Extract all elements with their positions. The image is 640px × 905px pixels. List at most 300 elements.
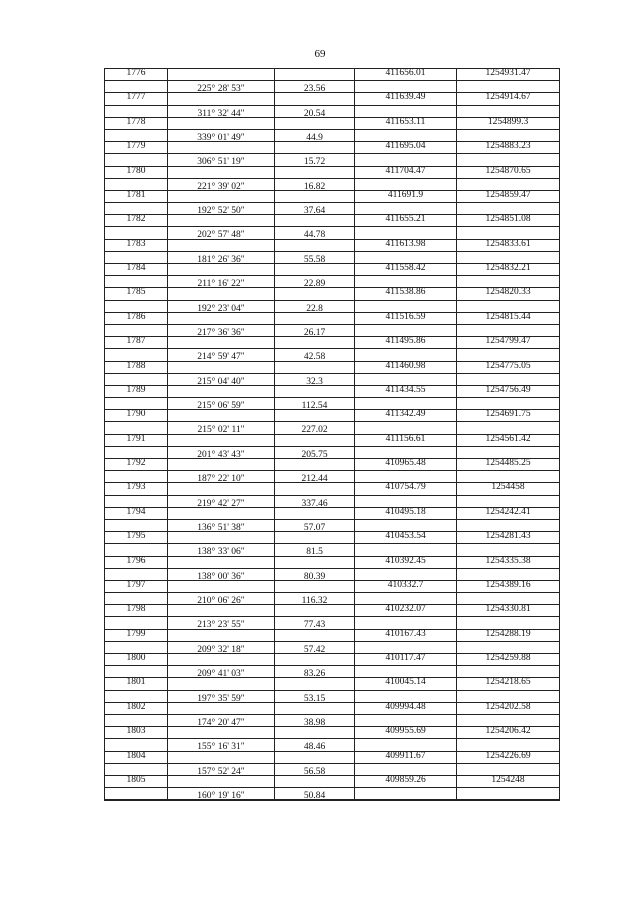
distance-cell: 50.84	[275, 788, 355, 799]
y-coordinate-cell: 1254883.23	[485, 142, 531, 152]
x-coordinate-cell	[355, 130, 457, 141]
point-number-cell: 1800	[105, 654, 168, 665]
distance-cell	[275, 93, 355, 104]
y-coordinate-cell	[457, 764, 559, 775]
distance-cell	[275, 313, 355, 324]
point-number-cell	[105, 520, 168, 531]
point-number-cell: 1790	[105, 410, 168, 421]
point-number-cell	[105, 154, 168, 165]
distance-cell: 48.46	[275, 739, 355, 750]
bearing-row	[105, 398, 559, 410]
y-coordinate-cell	[457, 593, 559, 604]
y-coordinate-cell: 1254775.05	[485, 361, 531, 371]
point-number-cell: 1785	[105, 288, 168, 299]
x-coordinate-cell: 411613.98	[355, 240, 457, 251]
distance-cell	[275, 654, 355, 665]
point-number-cell	[105, 666, 168, 677]
point-number-cell: 1782	[105, 215, 168, 226]
x-coordinate-cell	[355, 739, 457, 750]
y-coordinate-cell: 1254931.47	[485, 69, 531, 78]
bearing-cell: 219° 42' 27"	[168, 496, 275, 507]
bearing-cell	[168, 483, 275, 494]
y-coordinate-cell: 1254899.3	[487, 117, 529, 127]
distance-cell	[275, 703, 355, 714]
x-coordinate-cell	[355, 349, 457, 360]
distance-cell: 77.43	[275, 617, 355, 628]
bearing-cell: 138° 00' 36"	[168, 569, 275, 580]
point-number-cell: 1798	[105, 605, 168, 616]
point-number-cell: 1805	[105, 776, 168, 787]
bearing-row	[105, 203, 559, 215]
bearing-cell	[168, 215, 275, 226]
distance-cell: 26.17	[275, 325, 355, 336]
distance-cell	[275, 410, 355, 421]
bearing-cell: 209° 41' 03"	[168, 666, 275, 677]
x-coordinate-cell: 410392.45	[355, 557, 457, 568]
point-number-cell: 1792	[105, 459, 168, 470]
point-row	[105, 93, 559, 105]
x-coordinate-cell: 411156.61	[355, 435, 457, 446]
y-coordinate-cell: 1254458	[491, 483, 525, 493]
y-coordinate-cell	[457, 715, 559, 726]
point-row	[105, 240, 559, 252]
bearing-cell	[168, 337, 275, 348]
distance-cell: 37.64	[275, 203, 355, 214]
distance-cell: 116.32	[275, 593, 355, 604]
x-coordinate-cell: 409911.67	[355, 752, 457, 763]
bearing-cell: 214° 59' 47"	[168, 349, 275, 360]
y-coordinate-cell	[457, 349, 559, 360]
distance-cell	[275, 435, 355, 446]
distance-cell: 22.8	[275, 301, 355, 312]
bearing-cell: 211° 16' 22"	[168, 276, 275, 287]
distance-cell	[275, 337, 355, 348]
point-number-cell	[105, 276, 168, 287]
point-row	[105, 410, 559, 422]
distance-cell	[275, 678, 355, 689]
bearing-cell	[168, 654, 275, 665]
distance-cell	[275, 459, 355, 470]
distance-cell: 53.15	[275, 691, 355, 702]
x-coordinate-cell: 411434.55	[355, 386, 457, 397]
distance-cell: 55.58	[275, 252, 355, 263]
distance-cell: 57.07	[275, 520, 355, 531]
bearing-row	[105, 617, 559, 629]
distance-cell: 227.02	[275, 422, 355, 433]
bearing-cell: 201° 43' 43"	[168, 447, 275, 458]
y-coordinate-cell	[457, 398, 559, 409]
y-coordinate-cell	[457, 179, 559, 190]
bearing-cell	[168, 240, 275, 251]
x-coordinate-cell: 410232.07	[355, 605, 457, 616]
point-number-cell: 1793	[105, 483, 168, 494]
point-number-cell: 1779	[105, 142, 168, 153]
distance-cell: 337.46	[275, 496, 355, 507]
y-coordinate-cell: 1254335.38	[485, 556, 531, 566]
x-coordinate-cell: 409859.26	[355, 776, 457, 787]
point-number-cell	[105, 715, 168, 726]
x-coordinate-cell	[355, 81, 457, 92]
y-coordinate-cell	[457, 252, 559, 263]
x-coordinate-cell: 410332.7	[355, 581, 457, 592]
y-coordinate-cell: 1254859.47	[485, 190, 531, 200]
distance-cell: 22.89	[275, 276, 355, 287]
point-row	[105, 703, 559, 715]
x-coordinate-cell	[355, 715, 457, 726]
distance-cell	[275, 483, 355, 494]
x-coordinate-cell: 411656.01	[355, 69, 457, 80]
y-coordinate-cell	[457, 666, 559, 677]
distance-cell	[275, 386, 355, 397]
y-coordinate-cell: 1254226.69	[485, 751, 531, 761]
y-coordinate-cell	[457, 471, 559, 482]
x-coordinate-cell: 411516.59	[355, 313, 457, 324]
point-number-cell	[105, 203, 168, 214]
y-coordinate-cell	[457, 569, 559, 580]
distance-cell: 80.39	[275, 569, 355, 580]
point-number-cell: 1777	[105, 93, 168, 104]
y-coordinate-cell: 1254202.58	[485, 702, 531, 712]
point-row	[105, 288, 559, 300]
y-coordinate-cell	[457, 203, 559, 214]
point-row	[105, 435, 559, 447]
point-row	[105, 167, 559, 179]
bearing-cell: 138° 33' 06"	[168, 544, 275, 555]
point-number-cell	[105, 447, 168, 458]
y-coordinate-cell: 1254870.65	[485, 166, 531, 176]
bearing-row	[105, 739, 559, 751]
bearing-cell	[168, 557, 275, 568]
point-row	[105, 483, 559, 495]
point-row	[105, 118, 559, 130]
bearing-cell	[168, 191, 275, 202]
bearing-row	[105, 349, 559, 361]
x-coordinate-cell: 410045.14	[355, 678, 457, 689]
y-coordinate-cell: 1254820.33	[485, 288, 531, 298]
point-row	[105, 313, 559, 325]
distance-cell: 44.78	[275, 227, 355, 238]
distance-cell: 56.58	[275, 764, 355, 775]
point-number-cell	[105, 422, 168, 433]
x-coordinate-cell	[355, 301, 457, 312]
y-coordinate-cell	[457, 788, 559, 799]
bearing-cell: 174° 20' 47"	[168, 715, 275, 726]
point-row	[105, 752, 559, 764]
bearing-row	[105, 642, 559, 654]
y-coordinate-cell	[457, 691, 559, 702]
x-coordinate-cell	[355, 764, 457, 775]
bearing-row	[105, 544, 559, 556]
point-number-cell	[105, 593, 168, 604]
distance-cell	[275, 727, 355, 738]
y-coordinate-cell	[457, 496, 559, 507]
bearing-row	[105, 106, 559, 118]
x-coordinate-cell: 410754.79	[355, 483, 457, 494]
bearing-cell	[168, 459, 275, 470]
y-coordinate-cell: 1254288.19	[485, 629, 531, 639]
distance-cell: 23.56	[275, 81, 355, 92]
point-number-cell: 1796	[105, 557, 168, 568]
point-number-cell	[105, 642, 168, 653]
bearing-row	[105, 471, 559, 483]
page-number: 69	[314, 48, 326, 60]
x-coordinate-cell: 411495.86	[355, 337, 457, 348]
x-coordinate-cell: 411342.49	[355, 410, 457, 421]
y-coordinate-cell	[457, 227, 559, 238]
y-coordinate-cell	[457, 325, 559, 336]
distance-cell: 205.75	[275, 447, 355, 458]
point-number-cell	[105, 81, 168, 92]
point-number-cell	[105, 496, 168, 507]
bearing-cell	[168, 264, 275, 275]
distance-cell	[275, 69, 355, 80]
distance-cell: 38.98	[275, 715, 355, 726]
x-coordinate-cell: 411538.86	[355, 288, 457, 299]
bearing-cell	[168, 727, 275, 738]
x-coordinate-cell: 409994.48	[355, 703, 457, 714]
y-coordinate-cell: 1254833.61	[485, 239, 531, 249]
bearing-cell	[168, 167, 275, 178]
x-coordinate-cell	[355, 569, 457, 580]
point-number-cell: 1788	[105, 362, 168, 373]
point-number-cell	[105, 471, 168, 482]
distance-cell	[275, 581, 355, 592]
bearing-cell: 339° 01' 49"	[168, 130, 275, 141]
point-number-cell	[105, 179, 168, 190]
point-number-cell	[105, 325, 168, 336]
y-coordinate-cell	[457, 739, 559, 750]
distance-cell	[275, 776, 355, 787]
bearing-cell	[168, 435, 275, 446]
bearing-cell: 221° 39' 02"	[168, 179, 275, 190]
x-coordinate-cell	[355, 666, 457, 677]
bearing-row	[105, 764, 559, 776]
distance-cell: 16.82	[275, 179, 355, 190]
bearing-cell: 217° 36' 36"	[168, 325, 275, 336]
distance-cell	[275, 288, 355, 299]
y-coordinate-cell: 1254691.75	[485, 410, 531, 420]
bearing-row	[105, 154, 559, 166]
point-number-cell: 1783	[105, 240, 168, 251]
y-coordinate-cell	[457, 301, 559, 312]
bearing-row	[105, 374, 559, 386]
bearing-cell	[168, 581, 275, 592]
x-coordinate-cell: 411655.21	[355, 215, 457, 226]
point-number-cell	[105, 374, 168, 385]
point-number-cell	[105, 301, 168, 312]
point-number-cell: 1787	[105, 337, 168, 348]
bearing-row	[105, 496, 559, 508]
y-coordinate-cell	[457, 422, 559, 433]
bearing-row	[105, 179, 559, 191]
x-coordinate-cell	[355, 593, 457, 604]
distance-cell	[275, 752, 355, 763]
point-number-cell	[105, 252, 168, 263]
x-coordinate-cell: 411639.49	[355, 93, 457, 104]
y-coordinate-cell	[457, 520, 559, 531]
bearing-row	[105, 130, 559, 142]
bearing-cell	[168, 288, 275, 299]
point-number-cell	[105, 398, 168, 409]
y-coordinate-cell: 1254485.25	[485, 459, 531, 468]
distance-cell	[275, 605, 355, 616]
x-coordinate-cell	[355, 496, 457, 507]
x-coordinate-cell: 411460.98	[355, 362, 457, 373]
y-coordinate-cell	[457, 544, 559, 555]
x-coordinate-cell	[355, 252, 457, 263]
x-coordinate-cell	[355, 544, 457, 555]
y-coordinate-cell	[457, 130, 559, 141]
bearing-cell	[168, 752, 275, 763]
bearing-cell	[168, 776, 275, 787]
distance-cell: 42.58	[275, 349, 355, 360]
point-row	[105, 508, 559, 520]
point-number-cell: 1799	[105, 630, 168, 641]
bearing-cell: 202° 57' 48"	[168, 227, 275, 238]
distance-cell	[275, 142, 355, 153]
point-number-cell	[105, 691, 168, 702]
bearing-cell	[168, 508, 275, 519]
point-row	[105, 215, 559, 227]
distance-cell: 212.44	[275, 471, 355, 482]
point-number-cell: 1776	[105, 69, 168, 80]
bearing-row	[105, 447, 559, 459]
point-number-cell	[105, 349, 168, 360]
bearing-cell	[168, 703, 275, 714]
distance-cell	[275, 508, 355, 519]
x-coordinate-cell	[355, 617, 457, 628]
point-number-cell: 1794	[105, 508, 168, 519]
point-row	[105, 459, 559, 471]
bearing-row	[105, 325, 559, 337]
bearing-cell: 215° 06' 59"	[168, 398, 275, 409]
bearing-row	[105, 715, 559, 727]
distance-cell	[275, 167, 355, 178]
point-row	[105, 532, 559, 544]
y-coordinate-cell	[457, 154, 559, 165]
y-coordinate-cell	[457, 617, 559, 628]
point-number-cell	[105, 569, 168, 580]
distance-cell	[275, 532, 355, 543]
x-coordinate-cell: 409955.69	[355, 727, 457, 738]
bearing-cell	[168, 678, 275, 689]
x-coordinate-cell: 411695.04	[355, 142, 457, 153]
x-coordinate-cell: 410167.43	[355, 630, 457, 641]
bearing-cell	[168, 93, 275, 104]
y-coordinate-cell	[457, 276, 559, 287]
point-row	[105, 776, 559, 788]
survey-table	[104, 68, 560, 801]
x-coordinate-cell	[355, 642, 457, 653]
y-coordinate-cell: 1254281.43	[485, 532, 531, 542]
distance-cell: 20.54	[275, 106, 355, 117]
distance-cell: 32.3	[275, 374, 355, 385]
bearing-cell: 210° 06' 26"	[168, 593, 275, 604]
point-number-cell	[105, 788, 168, 799]
x-coordinate-cell: 410495.18	[355, 508, 457, 519]
bearing-cell: 215° 02' 11"	[168, 422, 275, 433]
bearing-cell: 311° 32' 44"	[168, 106, 275, 117]
bearing-cell: 192° 52' 50"	[168, 203, 275, 214]
x-coordinate-cell: 410965.48	[355, 459, 457, 470]
point-row	[105, 142, 559, 154]
bearing-cell: 306° 51' 19"	[168, 154, 275, 165]
y-coordinate-cell: 1254756.49	[485, 385, 531, 395]
distance-cell: 15.72	[275, 154, 355, 165]
point-row	[105, 581, 559, 593]
y-coordinate-cell: 1254389.16	[485, 580, 531, 590]
x-coordinate-cell	[355, 325, 457, 336]
distance-cell: 81.5	[275, 544, 355, 555]
bearing-cell: 225° 28' 53"	[168, 81, 275, 92]
y-coordinate-cell: 1254851.08	[485, 215, 531, 225]
point-number-cell: 1804	[105, 752, 168, 763]
point-row	[105, 630, 559, 642]
bearing-row	[105, 593, 559, 605]
x-coordinate-cell: 411558.42	[355, 264, 457, 275]
distance-cell	[275, 557, 355, 568]
bearing-cell: 160° 19' 16"	[168, 788, 275, 799]
bearing-cell	[168, 532, 275, 543]
bearing-cell	[168, 313, 275, 324]
bearing-cell: 215° 04' 40"	[168, 374, 275, 385]
x-coordinate-cell	[355, 276, 457, 287]
x-coordinate-cell: 410117.47	[355, 654, 457, 665]
distance-cell	[275, 630, 355, 641]
x-coordinate-cell	[355, 374, 457, 385]
x-coordinate-cell	[355, 154, 457, 165]
x-coordinate-cell	[355, 447, 457, 458]
point-number-cell: 1781	[105, 191, 168, 202]
point-row	[105, 678, 559, 690]
x-coordinate-cell	[355, 203, 457, 214]
distance-cell	[275, 264, 355, 275]
y-coordinate-cell: 1254330.81	[485, 605, 531, 615]
bearing-row	[105, 520, 559, 532]
x-coordinate-cell: 410453.54	[355, 532, 457, 543]
bearing-row	[105, 227, 559, 239]
distance-cell	[275, 362, 355, 373]
x-coordinate-cell: 411691.9	[355, 191, 457, 202]
point-row	[105, 337, 559, 349]
x-coordinate-cell	[355, 691, 457, 702]
point-number-cell: 1778	[105, 118, 168, 129]
point-number-cell	[105, 106, 168, 117]
bearing-cell: 197° 35' 59"	[168, 691, 275, 702]
bearing-cell	[168, 386, 275, 397]
point-number-cell	[105, 739, 168, 750]
distance-cell	[275, 191, 355, 202]
point-row	[105, 362, 559, 374]
point-row	[105, 727, 559, 739]
bearing-cell: 213° 23' 55"	[168, 617, 275, 628]
y-coordinate-cell	[457, 642, 559, 653]
point-number-cell	[105, 544, 168, 555]
bearing-cell	[168, 69, 275, 80]
x-coordinate-cell	[355, 422, 457, 433]
y-coordinate-cell	[457, 374, 559, 385]
point-number-cell: 1791	[105, 435, 168, 446]
point-number-cell: 1789	[105, 386, 168, 397]
x-coordinate-cell	[355, 227, 457, 238]
bearing-cell	[168, 605, 275, 616]
point-number-cell: 1803	[105, 727, 168, 738]
point-number-cell: 1784	[105, 264, 168, 275]
bearing-cell: 181° 26' 36"	[168, 252, 275, 263]
point-row	[105, 264, 559, 276]
bearing-cell: 209° 32' 18"	[168, 642, 275, 653]
distance-cell	[275, 118, 355, 129]
